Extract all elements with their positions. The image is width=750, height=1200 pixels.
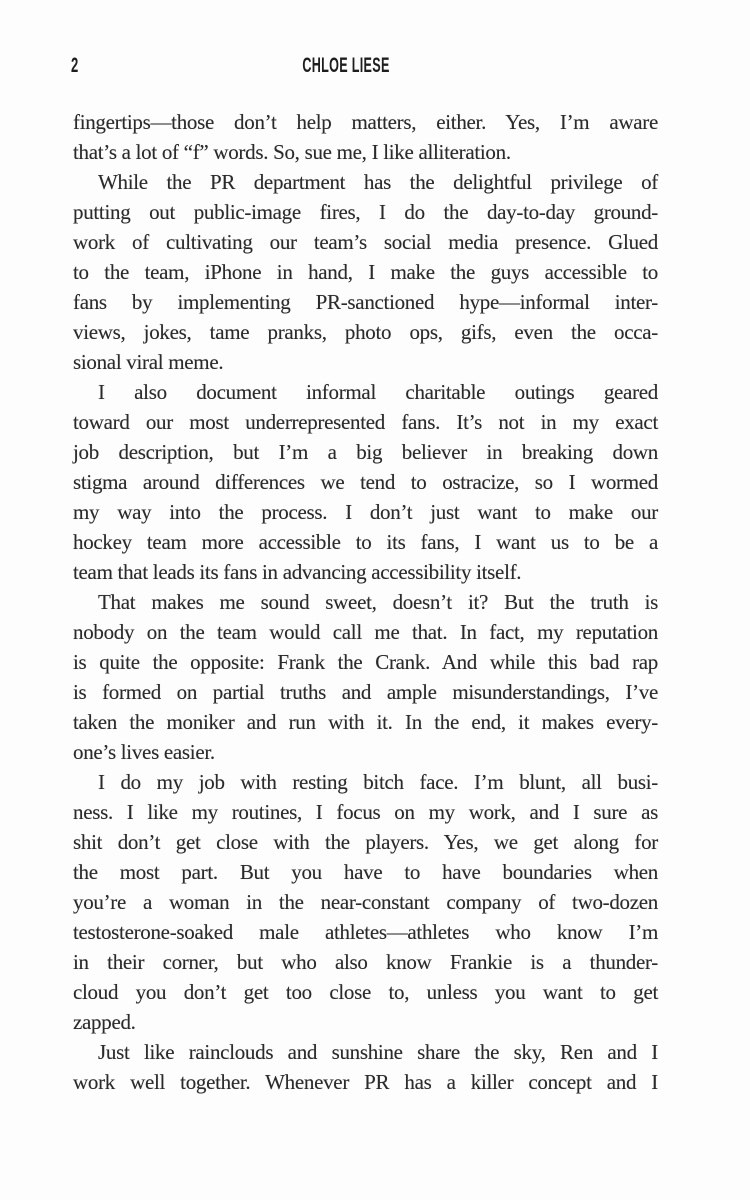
text-line: work of cultivating our team’s social media presence. Glued — [73, 230, 658, 254]
text-line: toward our most underrepresented fans. It’s not in my exact — [73, 410, 658, 434]
text-line: my way into the process. I don’t just want to make our — [73, 500, 658, 524]
page-number: 2 — [71, 54, 79, 77]
text-line: job description, but I’m a big believer in breaking down — [73, 440, 658, 464]
paragraph — [73, 107, 658, 167]
text-line: in their corner, but who also know Frankie is a thunder- — [73, 950, 658, 974]
text-line: I also document informal charitable outings geared — [98, 380, 658, 404]
text-line: the most part. But you have to have boundaries when — [73, 860, 658, 884]
text-line: fingertips—those don’t help matters, either. Yes, I’m aware — [73, 110, 658, 134]
text-line: one’s lives easier. — [73, 740, 215, 764]
text-line: that’s a lot of “f” words. So, sue me, I like alliteration. — [73, 140, 511, 164]
text-line: zapped. — [73, 1010, 136, 1034]
text-line: you’re a woman in the near-constant company of two-dozen — [73, 890, 658, 914]
text-line: hockey team more accessible to its fans, I want us to be a — [73, 530, 658, 554]
text-line: is formed on partial truths and ample misunderstandings, I’ve — [73, 680, 658, 704]
text-line: ness. I like my routines, I focus on my work, and I sure as — [73, 800, 658, 824]
text-line: stigma around differences we tend to ostracize, so I wormed — [73, 470, 658, 494]
text-line: While the PR department has the delightful privilege of — [98, 170, 658, 194]
text-line: taken the moniker and run with it. In the end, it makes every- — [73, 710, 658, 734]
running-header-title: CHLOE LIESE — [302, 54, 390, 77]
text-line: fans by implementing PR-sanctioned hype—informal inter- — [73, 290, 658, 314]
text-line: Just like rainclouds and sunshine share the sky, Ren and I — [98, 1040, 658, 1064]
text-line: views, jokes, tame pranks, photo ops, gifs, even the occa- — [73, 320, 658, 344]
paragraph — [73, 167, 658, 377]
text-line: I do my job with resting bitch face. I’m blunt, all busi- — [98, 770, 658, 794]
paragraph — [73, 1037, 658, 1097]
text-line: nobody on the team would call me that. In fact, my reputation — [73, 620, 658, 644]
text-line: cloud you don’t get too close to, unless you want to get — [73, 980, 658, 1004]
text-line: testosterone-soaked male athletes—athletes who know I’m — [73, 920, 658, 944]
text-line: That makes me sound sweet, doesn’t it? But the truth is — [98, 590, 658, 614]
text-line: team that leads its fans in advancing accessibility itself. — [73, 560, 522, 584]
body-text — [73, 107, 658, 1097]
page-header — [0, 55, 750, 79]
text-line: putting out public-image fires, I do the day-to-day ground- — [73, 200, 658, 224]
paragraph — [73, 767, 658, 1037]
text-line: shit don’t get close with the players. Yes, we get along for — [73, 830, 658, 854]
paragraph — [73, 587, 658, 767]
text-line: sional viral meme. — [73, 350, 224, 374]
text-line: work well together. Whenever PR has a killer concept and I — [73, 1070, 658, 1094]
paragraph — [73, 377, 658, 587]
text-line: is quite the opposite: Frank the Crank. And while this bad rap — [73, 650, 658, 674]
text-line: to the team, iPhone in hand, I make the guys accessible to — [73, 260, 658, 284]
